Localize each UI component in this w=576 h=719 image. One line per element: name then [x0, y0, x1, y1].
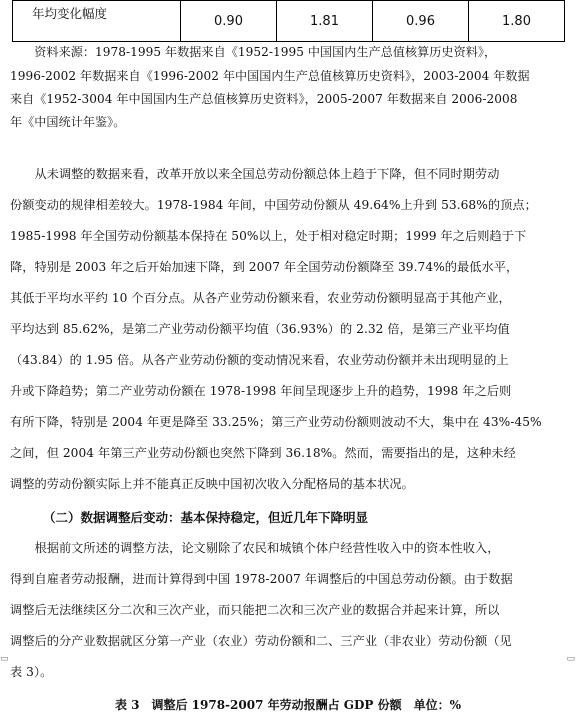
text-line: 来自《1952-3004 年中国国内生产总值核算历史资料》，2005-2007 年数据来自 2006-2008 — [10, 92, 518, 106]
table-cell: 0.90 — [181, 1, 277, 42]
text-line: 其低于平均水平约 10 个百分点。从各产业劳动份额来看，农业劳动份额明显高于其他产业， — [10, 291, 511, 305]
text-line: 调整后无法继续区分二次和三次产业，而只能把二次和三次产业的数据合并起来计算，所以 — [10, 603, 500, 617]
text-line: 根据前文所述的调整方法，论文剔除了农民和城镇个体户经营性收入中的资本性收入， — [10, 541, 500, 555]
table-row — [13, 1, 565, 42]
text-line: 份额变动的规律相差较大。1978-1984 年间，中国劳动份额从 49.64%上升到 53.68%的顶点； — [10, 198, 537, 212]
data-table-fragment — [12, 0, 565, 42]
text-line: 得到自雇者劳动报酬，进而计算得到中国 1978-2007 年调整后的中国总劳动份额。由于数据 — [10, 572, 513, 586]
text-line: 平均达到 85.62%，是第二产业劳动份额平均值（36.93%）的 2.32 倍，是第三产业平均值 — [10, 322, 510, 336]
table-caption: 表 3 调整后 1978-2007 年劳动报酬占 GDP 份额 单位：% — [114, 698, 462, 712]
text-line: 调整的劳动份额实际上并不能真正反映中国初次收入分配格局的基本状况。 — [10, 477, 414, 491]
text-line: 表 3）。 — [10, 665, 53, 679]
table-cell: 0.96 — [373, 1, 469, 42]
text-line: 调整后的分产业数据就区分第一产业（农业）劳动份额和二、三产业（非农业）劳动份额（见 — [10, 634, 512, 648]
margin-marker: ▭ — [566, 654, 575, 664]
text-line: 年《中国统计年鉴》。 — [10, 115, 126, 129]
text-line: （43.84）的 1.95 倍。从各产业劳动份额的变动情况来看，农业劳动份额并未出现明显的上 — [10, 353, 509, 367]
text-line: 从未调整的数据来看，改革开放以来全国总劳动份额总体上趋于下降，但不同时期劳动 — [10, 167, 500, 181]
text-line: 1985-1998 年全国劳动份额基本保持在 50%以上，处于相对稳定时期；1999 年之后则趋于下 — [10, 229, 527, 243]
text-line: 有所下降，特别是 2004 年更是降至 33.25%；第三产业劳动份额则波动不大，集中在 43%-45% — [10, 415, 542, 429]
table-cell: 1.81 — [277, 1, 373, 42]
row-label: 年均变化幅度 — [13, 1, 181, 42]
section-heading: （二）数据调整后变动：基本保持稳定，但近几年下降明显 — [43, 510, 369, 525]
text-line: 之间，但 2004 年第三产业劳动份额也突然下降到 36.18%。然而，需要指出的是，这种未经 — [10, 446, 516, 460]
text-line: 资料来源：1978-1995 年数据来自《1952-1995 中国国内生产总值核算历史资料》， — [10, 45, 497, 59]
text-line: 升或下降趋势；第二产业劳动份额在 1978-1998 年间呈现逐步上升的趋势，1998 年之后则 — [10, 384, 512, 398]
margin-marker: ▭ — [0, 654, 9, 664]
text-line: 1996-2002 年数据来自《1996-2002 年中国国内生产总值核算历史资料》，2003-2004 年数据 — [10, 69, 530, 83]
text-line: 降，特别是 2003 年之后开始加速下降，到 2007 年全国劳动份额降至 39.74%的最低水平， — [10, 260, 519, 274]
table-cell: 1.80 — [469, 1, 565, 42]
